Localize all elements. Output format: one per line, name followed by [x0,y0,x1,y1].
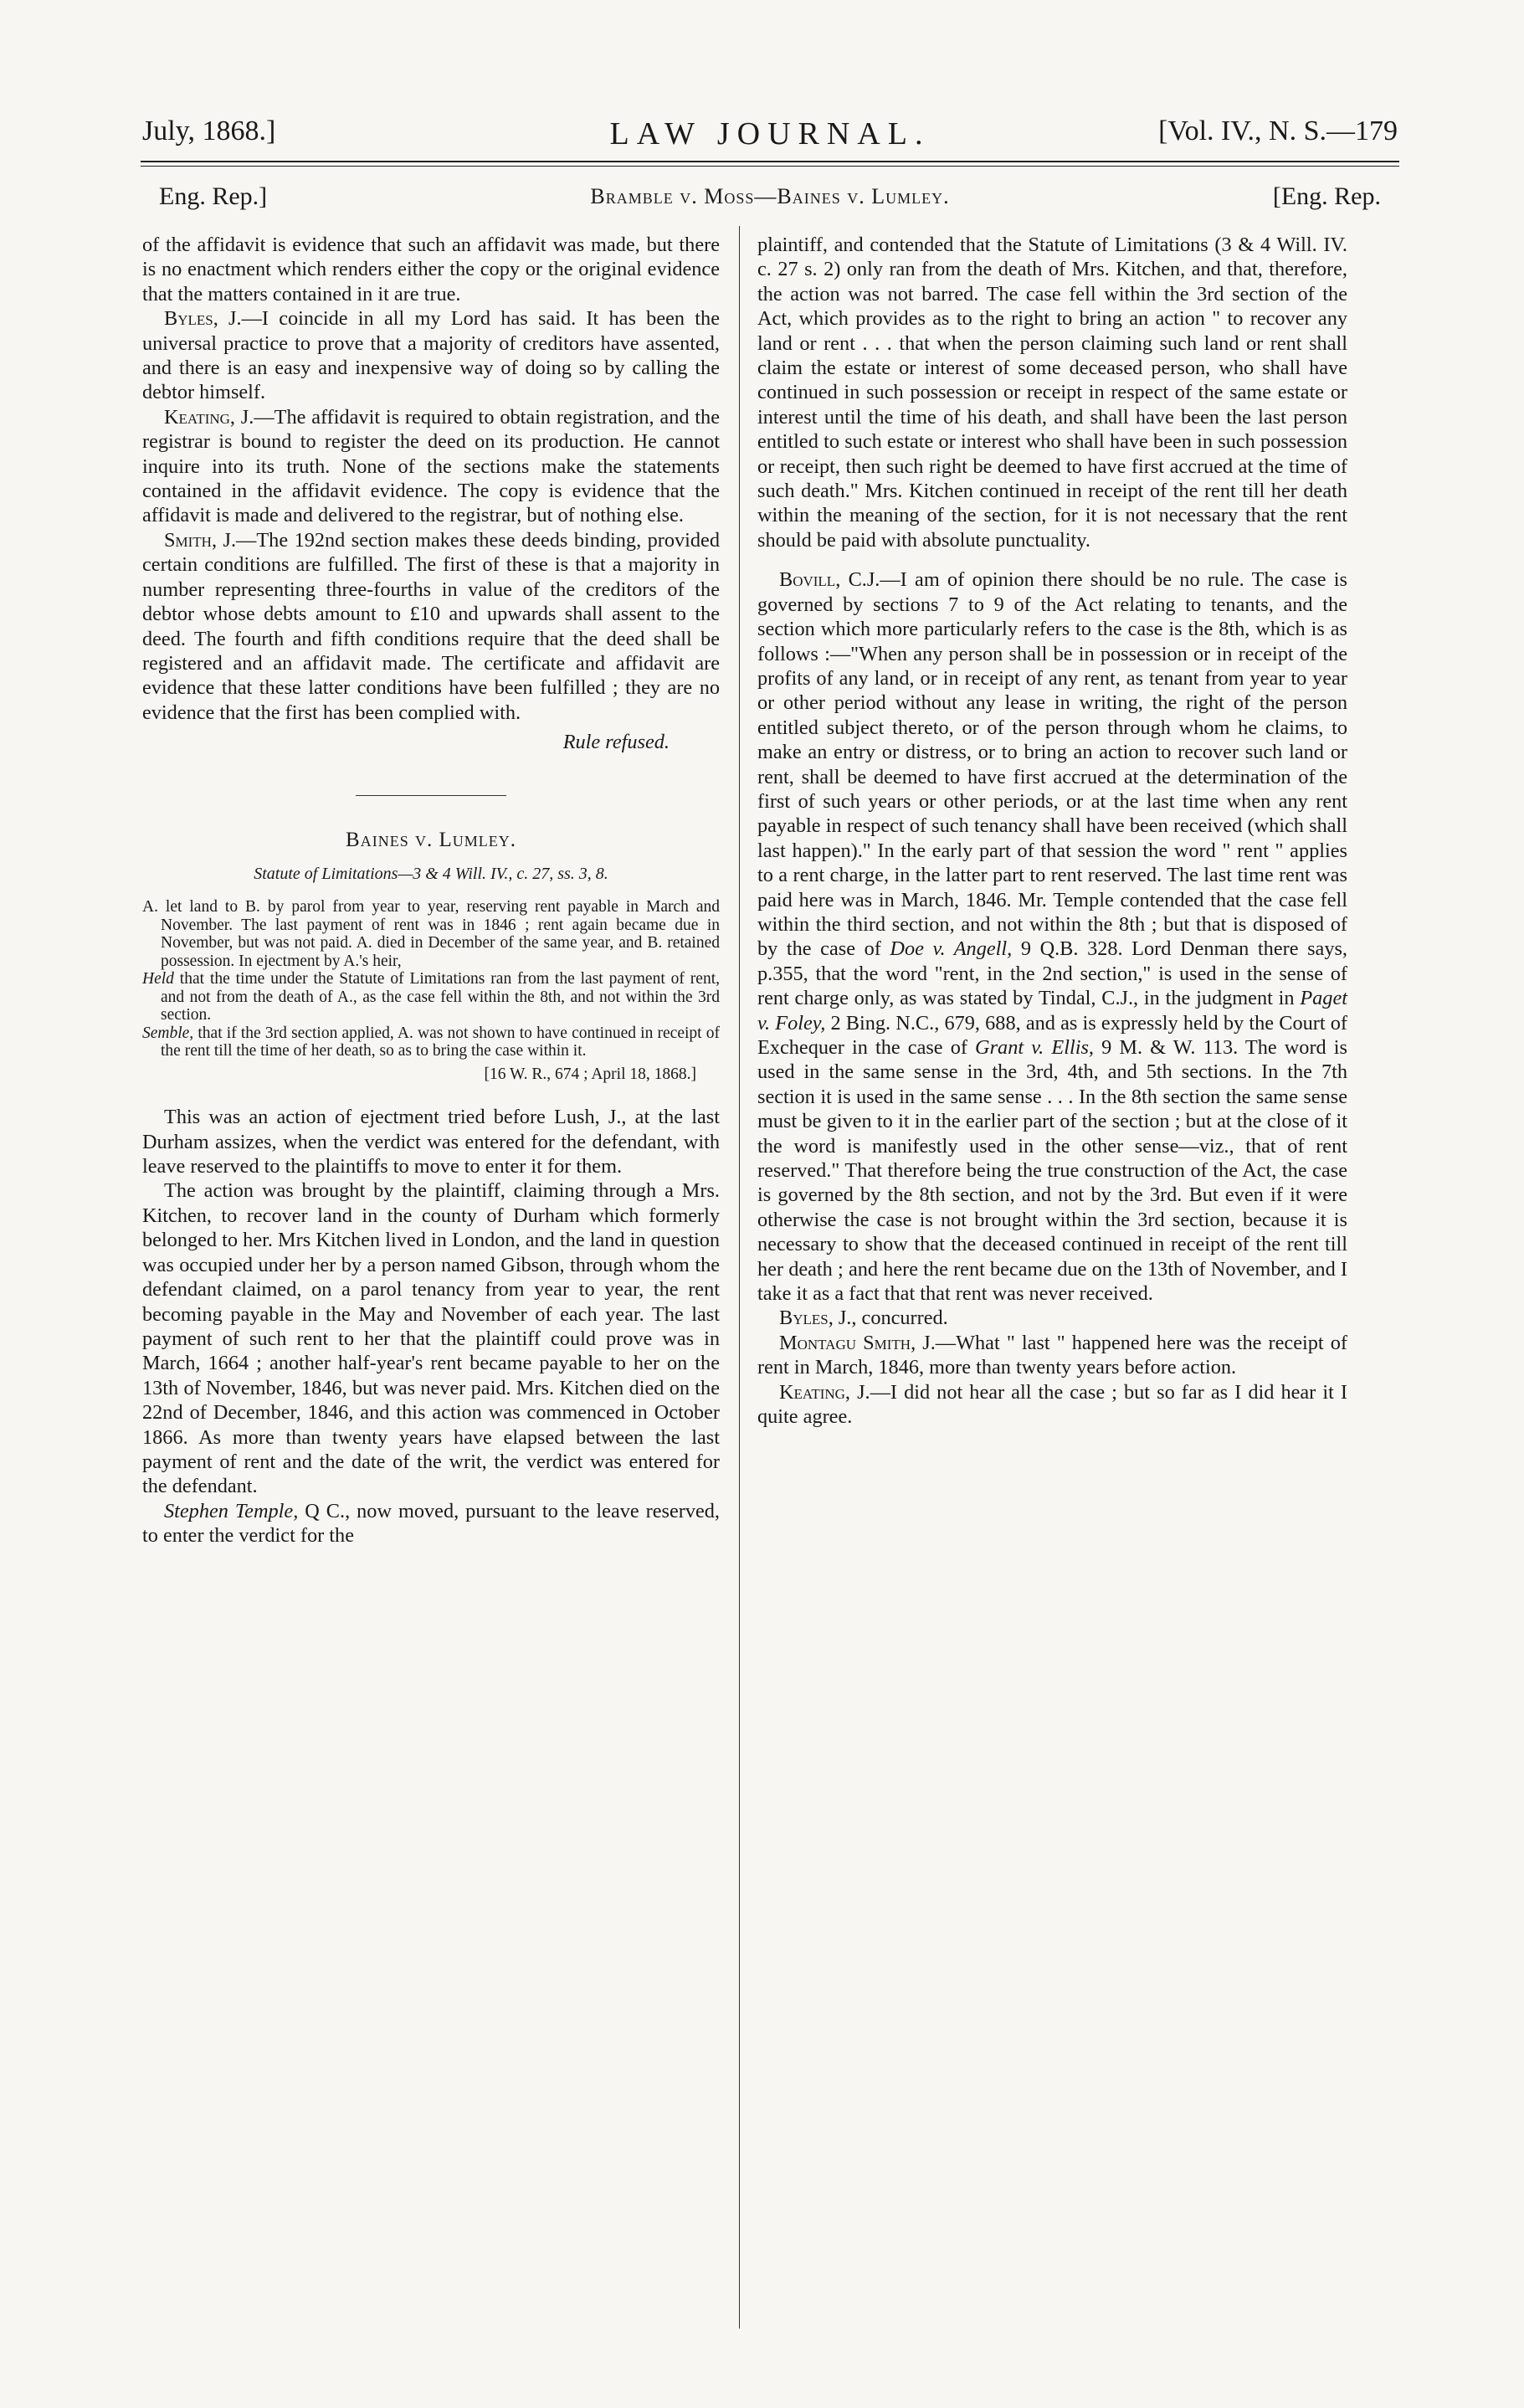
report-citation: [16 W. R., 674 ; April 18, 1868.] [484,1065,696,1083]
judgment-text: J.—The affidavit is required to obtain registration, and the registrar is bound to register the deed on its production. He cannot inquire into its truth. None of the sections make the statements contained in the affidavit evidence. The copy is evidence that the affidavit is made and delivered to the registrar, but of nothing else. [142,405,720,527]
paragraph: Stephen Temple, Q C., now moved, pursuant to the leave reserved, to enter the verdict for the [142,1499,721,1548]
judgment-text: J.—I coincide in all my Lord has said. It has been the universal practice to prove that a majority of creditors have assented, and there is an easy and inexpensive way of doing so by calling the debtor himself. [142,307,720,404]
paragraph: Bovill, C.J.—I am of opinion there should be no rule. The case is governed by sections 7 to 9 of the Act relating to tenants, and the section which more particularly refers to the case is the 8th, which is as follows :—"When any person shall be in possession or in receipt of the profits of any land, or in receipt of any rent, as tenant from year to year or other period without any lease in writing, the right of the person entitled subject thereto, or of the person through whom he claims, to make an entry or distress, or to bring an action to recover such land or rent, shall be deemed to have first accrued at the determination of the first of such years or other periods, or at the last time when any rent payable in respect of such tenancy shall have been received (which shall last happen)." In the early part of that session the word " rent " applies to a rent charge, in the latter part to rent reserved. The last time rent was paid here was in March, 1846. Mr. Temple contended that the case fell within the third section, and not within the 8th ; but that is disposed of by the case of Doe v. Angell, 9 Q.B. 328. Lord Denman there says, p.355, that the word "rent, in the 2nd section," is used in the sense of rent charge only, as was stated by Tindal, C.J., in the judgment in Paget v. Foley, 2 Bing. N.C., 679, 688, and as is expressly held by the Court of Exchequer in the case of Grant v. Ellis, 9 M. & W. 113. The word is used in the same sense in the 3rd, 4th, and 5th sections. In the 7th section it is used in the same sense . . . In the 8th section the same sense must be given to it in the earlier part of the section ; but at the close of it the word is manifestly used in the other sense—viz., that of rent reserved." That therefore being the true construction of the Act, the case is governed by the 8th section, and not by the 3rd. But even if it were otherwise the case is not brought within the 3rd section, because it is necessary to show that the deceased continued in receipt of the rent till her death ; and here the rent became due on the 13th of November, and I take it as a fact that that rent was never received. [757,568,1348,1306]
paragraph: of the affidavit is evidence that such an affidavit was made, but there is no enactment which renders either the copy or the original evidence that the matters contained in it are true. [142,234,720,305]
journal-title: LAW JOURNAL. [609,116,931,151]
paragraph: Montagu Smith, J.—What " last " happened here was the receipt of rent in March, 1846, more than twenty years before action. [757,1331,1347,1379]
paragraph [142,405,720,528]
headnote-facts: A. let land to B. by parol from year to year, reserving rent payable in March and November. The last payment of rent was in 1846 ; rent again became due in November, but was not paid. A. died in December of the same year, and B. retained possession. In ejectment by A.'s heir, [142,898,720,970]
right-column [757,233,1347,1430]
judge-name: Bovill, [779,568,841,592]
paragraph: Keating, J.—I did not hear all the case ; but so far as I did hear it I quite agree. [757,1380,1347,1429]
header-volume-page: [Vol. IV., N. S.—179 [1158,116,1398,146]
case-title: Baines v. Lumley. [346,828,516,851]
case-citation: Grant v. Ellis, [975,1036,1094,1059]
paragraph: The action was brought by the plaintiff, claiming through a Mrs. Kitchen, to recover land in the county of Durham which formerly belonged to her. Mrs Kitchen lived in London, and the land in question was occupied under her by a person named Gibson, through whom the defendant claimed, on a parol tenancy from year to year, the rent becoming payable in the May and November of each year. The last payment of such rent to her that the plaintiff could prove was in March, 1664 ; another half-year's rent became payable to her on the 13th of November, 1846, but was never paid. Mrs. Kitchen died on the 22nd of December, 1846, and this action was commenced in October 1866. As more than twenty years have elapsed between the last payment of rent and the date of the writ, the verdict was entered for the defendant. [142,1179,720,1498]
headnote-semble: Semble, that if the 3rd section applied, A. was not shown to have continued in receipt of the rent till the time of her death, so as to bring the case within it. [142,1024,720,1060]
running-header [142,116,1398,157]
case-header [142,182,1398,219]
judge-name: Smith, [164,528,218,552]
paragraph: This was an action of ejectment tried before Lush, J., at the last Durham assizes, when the verdict was entered for the defendant, with leave reserved to the plaintiffs to move to enter it for them. [142,1106,720,1178]
rule-refused: Rule refused. [562,731,670,754]
headnote-held: Held that the time under the Statute of Limitations ran from the last payment of rent, and not from the death of A., as the case fell within the 8th, and not within the 3rd section. [142,970,720,1024]
judgment-text: J.—The 192nd section makes these deeds binding, provided certain conditions are fulfilled. The first of these is that a majority in number representing three-fourths in value of the creditors of the debtor whose debts amount to £10 and upwards shall assent to the deed. The fourth and fifth conditions require that the deed shall be registered and an affidavit made. The certificate and affidavit are evidence that these latter conditions have been fulfilled ; they are no evidence that the first has been complied with. [142,528,720,724]
left-column [142,233,720,1548]
judge-name: Montagu Smith, [779,1331,916,1354]
judge-name: Keating, [779,1380,850,1404]
judge-name: Byles, [164,307,218,331]
header-rule [141,161,1399,162]
judge-name: Byles, [779,1307,834,1330]
paragraph [142,528,720,725]
case-citation: Doe v. Angell, [890,937,1013,961]
case-citation: Paget v. Foley, [757,987,1347,1035]
paragraph: plaintiff, and contended that the Statute of Limitations (3 & 4 Will. IV. c. 27 s. 2) only ran from the death of Mrs. Kitchen, and that, therefore, the action was not barred. The case fell within the 3rd section of the Act, which provides as to the right to bring an action " to recover any land or rent . . . that when the person claiming such land or rent shall claim the estate or interest of some deceased person, who shall have continued in such possession or receipt in respect of the same estate or interest until the time of his death, and shall have been the last person entitled to such estate or interest who shall have been in such possession or receipt, then such right be deemed to have first accrued at the time of such death." Mrs. Kitchen continued in receipt of the rent till her death within the meaning of the section, for it is not necessary that the rent should be paid with absolute punctuality. [757,234,1347,552]
column-divider [739,226,740,2328]
headnote [142,898,720,1060]
header-date: July, 1868.] [142,116,276,146]
counsel-name: Stephen Temple, [164,1499,299,1522]
paragraph [142,306,720,405]
report-label-left: Eng. Rep.] [159,182,268,210]
case-names: Bramble v. Moss—Baines v. Lumley. [590,184,950,208]
statute-reference: Statute of Limitations—3 & 4 Will. IV., c. 27, ss. 3, 8. [254,864,608,883]
paragraph: Byles, J., concurred. [779,1307,948,1330]
section-separator [356,795,506,796]
report-label-right: [Eng. Rep. [1272,182,1381,210]
judge-name: Keating, [164,405,235,429]
header-rule-thin [141,166,1399,167]
